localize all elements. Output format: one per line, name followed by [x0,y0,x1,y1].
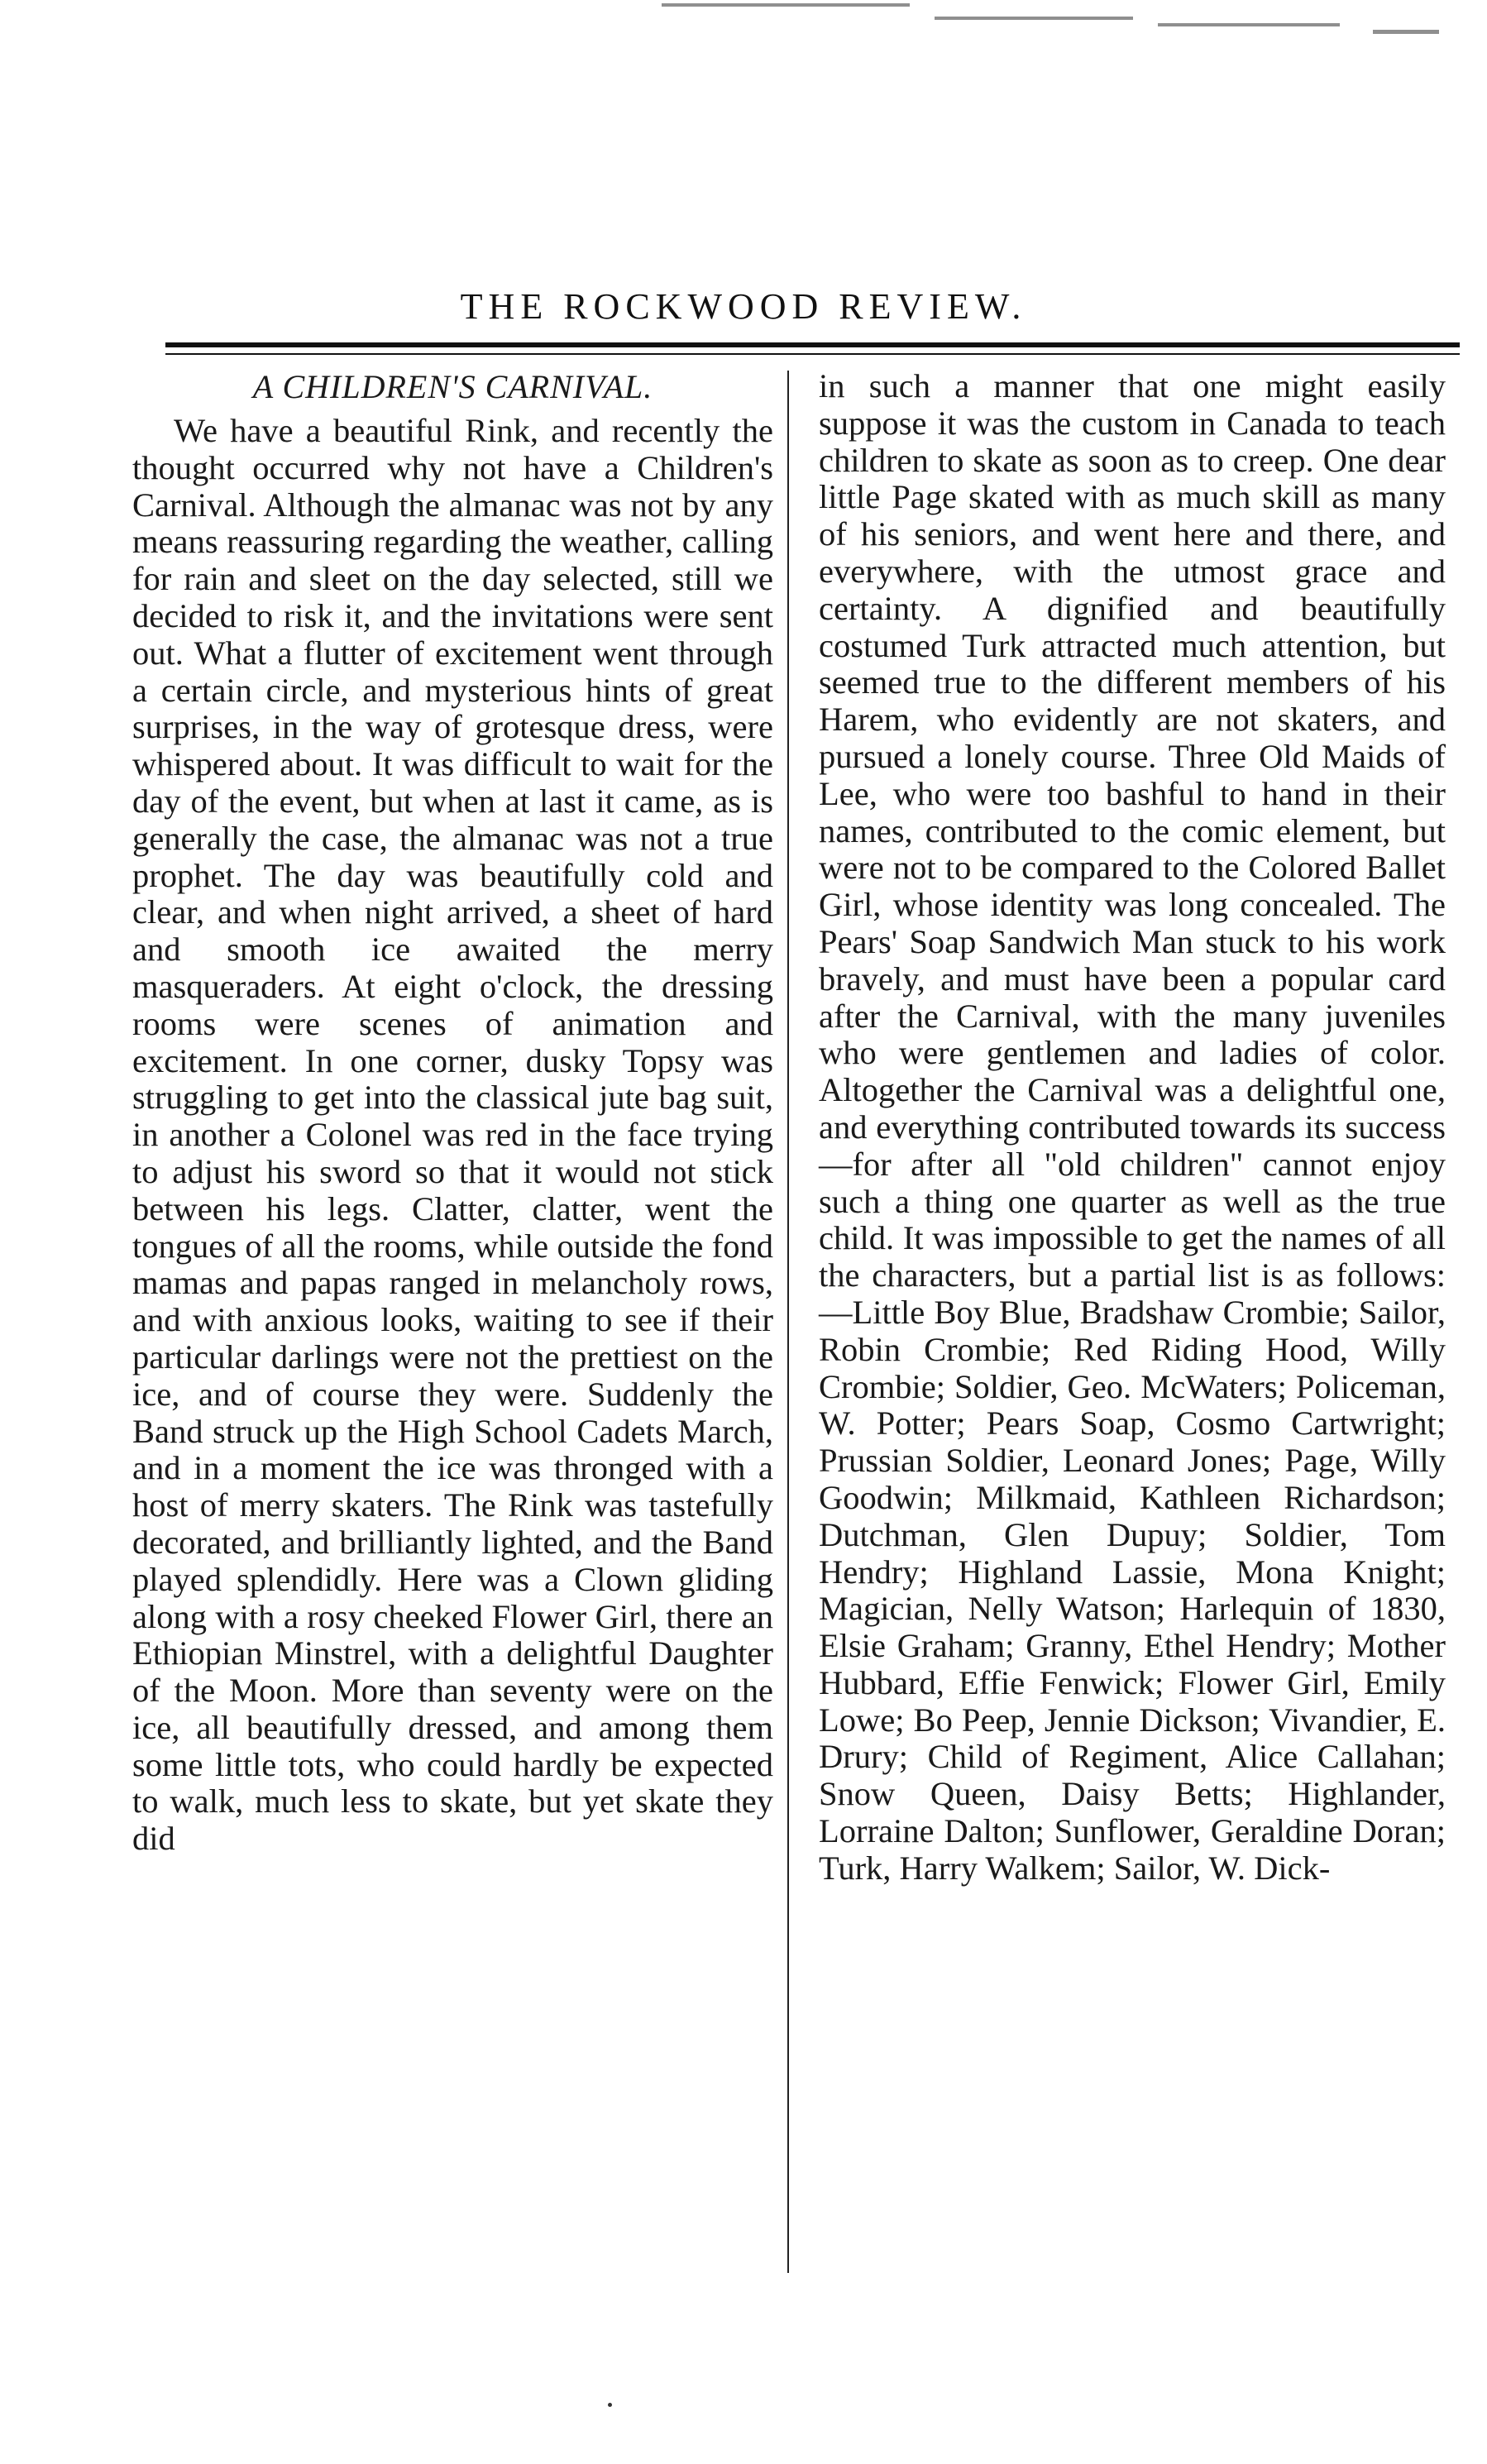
article-body-right: in such a manner that one might easily suppose it was the custom in Canada to teach children to skate as soon as to creep. One dear little Page skated with as much skill as many of his seniors, and went here and there, and everywhere, with the utmost grace and certainty. A dignified and beautifully costumed Turk attracted much attention, but seemed true to the different members of his Harem, who evidently are not skaters, and pursued a lonely course. Three Old Maids of Lee, who were too bashful to hand in their names, contributed to the comic element, but were not to be compared to the Colored Ballet Girl, whose identity was long concealed. The Pears' Soap Sandwich Man stuck to his work bravely, and must have been a popular card after the Carnival, with the many juveniles who were gentlemen and ladies of color. Altogether the Carnival was a delightful one, and everything contributed towards its success—for after all "old children" cannot enjoy such a thing one quarter as well as the true child. It was impossible to get the names of all the characters, but a partial list is as follows:—Little Boy Blue, Bradshaw Crombie; Sailor, Robin Crombie; Red Riding Hood, Willy Crombie; Soldier, Geo. McWaters; Policeman, W. Potter; Pears Soap, Cosmo Cartwright; Prussian Soldier, Leonard Jones; Page, Willy Goodwin; Milkmaid, Kathleen Richardson; Dutchman, Glen Dupuy; Soldier, Tom Hendry; Highland Lassie, Mona Knight; Magician, Nelly Watson; Harlequin of 1830, Elsie Graham; Granny, Ethel Hendry; Mother Hubbard, Effie Fenwick; Flower Girl, Emily Lowe; Bo Peep, Jennie Dickson; Vivandier, E. Drury; Child of Regiment, Alice Callahan; Snow Queen, Daisy Betts; Highlander, Lorraine Dalton; Sunflower, Geraldine Doran; Turk, Harry Walkem; Sailor, W. Dick- [819,367,1446,1887]
masthead-title: THE ROCKWOOD REVIEW. [460,286,1027,327]
header-rule [165,342,1460,347]
header-rule-thin [165,353,1460,355]
column-divider [787,371,789,2273]
article-body-left: We have a beautiful Rink, and recently the thought occurred why not have a Children's Carnival. Although the almanac was not by any means reassuring regarding the weather, calling for rain and sleet on the day selected, still we decided to risk it, and the invitations were sent out. What a flutter of excitement went through a certain circle, and mysterious hints of great surprises, in the way of grotesque dress, were whispered about. It was difficult to wait for the day of the event, but when at last it came, as is generally the case, the almanac was not a true prophet. The day was beautifully cold and clear, and when night arrived, a sheet of hard and smooth ice awaited the merry masqueraders. At eight o'clock, the dressing rooms were scenes of animation and excitement. In one corner, dusky Topsy was struggling to get into the classical jute bag suit, in another a Colonel was red in the face trying to adjust his sword so that it would not stick between his legs. Clatter, clatter, went the tongues of all the rooms, while outside the fond mamas and papas ranged in melancholy rows, and with anxious looks, waiting to see if their particular darlings were not the prettiest on the ice, and of course they were. Suddenly the Band struck up the High School Cadets March, and in a moment the ice was thronged with a host of merry skaters. The Rink was tastefully decorated, and brilliantly lighted, and the Band played splendidly. Here was a Clown gliding along with a rosy cheeked Flower Girl, there an Ethiopian Minstrel, with a delightful Daughter of the Moon. More than seventy were on the ice, all beautifully dressed, and among them some little tots, who could hardly be expected to walk, much less to skate, but yet skate they did [132,412,773,1858]
left-column [132,368,773,1858]
scan-artifact [662,3,910,7]
scan-artifact [1373,30,1439,34]
scan-artifact [935,17,1133,20]
right-column [819,368,1446,1887]
scan-artifact [1158,23,1340,26]
scan-speck [608,2403,612,2407]
article-title: A CHILDREN'S CARNIVAL. [252,368,653,405]
